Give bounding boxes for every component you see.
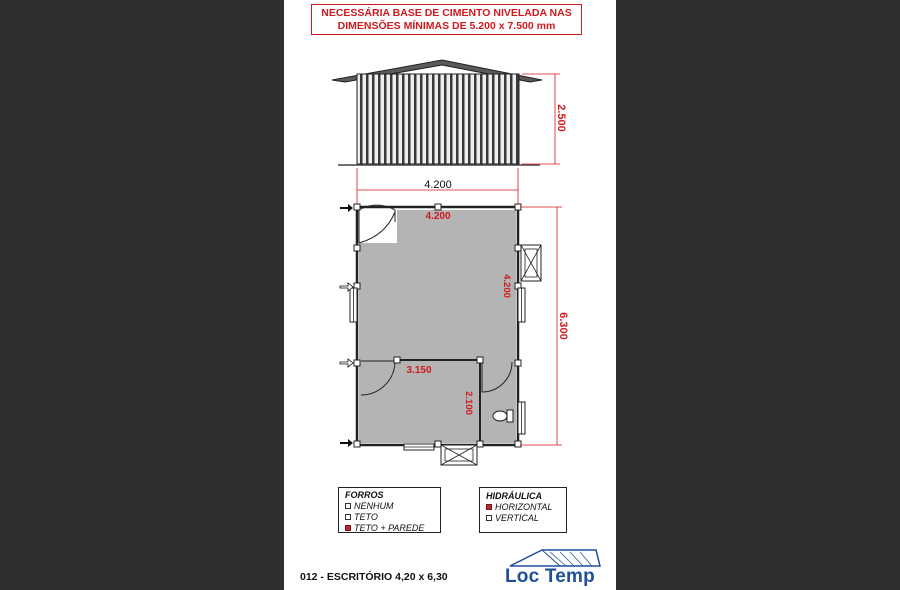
window-left xyxy=(350,288,357,322)
notice-line-1: NECESSÁRIA BASE DE CIMENTO NIVELADA NAS xyxy=(321,7,572,19)
legend-item xyxy=(345,500,440,511)
checkbox-checked-icon xyxy=(486,504,492,510)
notice-line-2: DIMENSÕES MÍNIMAS DE 5.200 x 7.500 mm xyxy=(337,20,556,32)
entry-arrows xyxy=(340,204,353,447)
legend-item xyxy=(486,512,566,523)
floor-area xyxy=(359,210,516,443)
checkbox-icon xyxy=(345,514,351,520)
dim-partition-depth-label: 2.100 xyxy=(463,391,474,415)
brand-name: Loc Temp xyxy=(505,566,595,587)
ac-unit-bottom xyxy=(441,445,477,465)
legend-item xyxy=(345,511,440,522)
legend-item-label: NENHUM xyxy=(354,500,394,511)
legend-item-label: TETO + PAREDE xyxy=(354,522,425,533)
legend-forros-title: FORROS xyxy=(345,490,384,500)
dim-width-top-label: 4.200 xyxy=(424,179,452,191)
dim-partition-width-label: 3.150 xyxy=(406,365,432,376)
window-right xyxy=(518,288,525,322)
legend-item-label: VERTICAL xyxy=(495,512,539,523)
checkbox-checked-icon xyxy=(345,525,351,531)
legend-item-label: TETO xyxy=(354,511,378,522)
legend-forros xyxy=(338,487,441,533)
dim-length xyxy=(520,207,569,445)
ac-unit-right xyxy=(521,245,541,281)
checkbox-icon xyxy=(345,503,351,509)
dim-width-top xyxy=(357,168,518,208)
legend-item xyxy=(345,522,440,533)
window-bottom xyxy=(404,444,434,450)
drawing-caption: 012 - ESCRITÓRIO 4,20 x 6,30 xyxy=(300,571,448,583)
dim-length-label: 6.300 xyxy=(557,312,569,340)
brand-logo-roof xyxy=(510,550,600,566)
elevation-view xyxy=(332,60,567,165)
floor-plan xyxy=(340,204,541,465)
dim-height-label: 2.500 xyxy=(555,104,567,132)
toilet-icon xyxy=(493,410,513,422)
dim-inner-width-label: 4.200 xyxy=(425,211,451,222)
elevation-walls xyxy=(357,74,519,164)
legend-item-label: HORIZONTAL xyxy=(495,501,553,512)
legend-hidraulica-title: HIDRÁULICA xyxy=(486,491,542,501)
legend-hidraulica xyxy=(479,487,567,533)
legend-item xyxy=(486,501,566,512)
window-bathroom xyxy=(518,402,525,434)
checkbox-icon xyxy=(486,515,492,521)
dim-inner-right-label: 4.200 xyxy=(501,274,512,298)
